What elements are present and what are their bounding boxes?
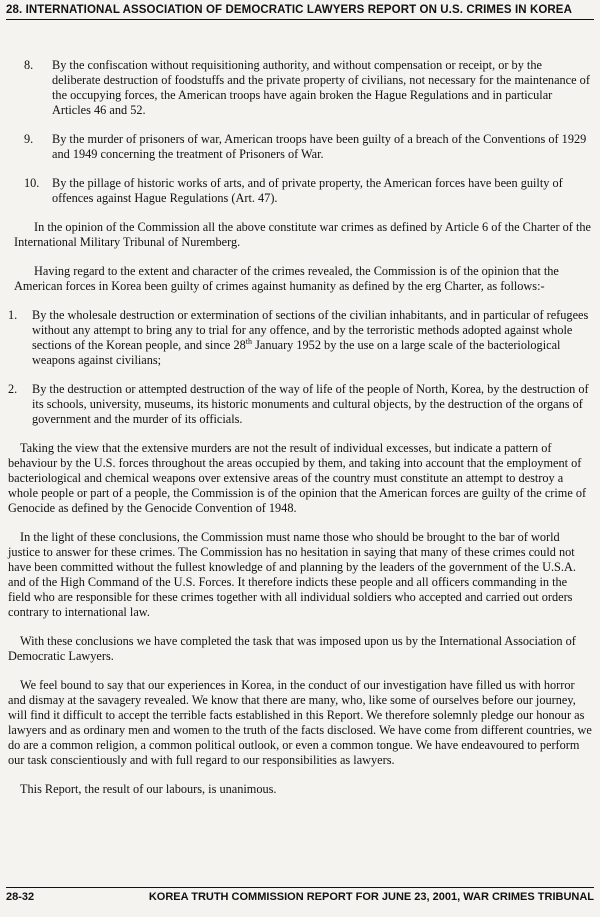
page-number: 28-32 — [6, 891, 35, 903]
item-number: 2. — [8, 382, 18, 396]
paragraph-in-light: In the light of these conclusions, the Commission must name those who should be brought to the bar of world justice to answer for these crimes. The Commission has no hesitation in saying that many of these crimes could not have been committed without the fullest knowledge of and planning by the leaders of the government of the U.S.A. and of the High Command of the U.S. Forces. It therefore indicts these people and all officers commanding in the field who are responsible for these crimes together with all individual soldiers who accepted and carried out orders contrary to international law. — [8, 530, 576, 619]
paragraph-taking-view: Taking the view that the extensive murders are not the result of individual excesses, but indicate a pattern of behaviour by the U.S. forces throughout the areas occupied by them, and taking into account that the employment of bacteriological and chemical weapons over extensive areas of the country must constitute an attempt to destroy a whole people or part of a people, the Commission is of the opinion that the American forces are guilty of the crime of Genocide as defined by the Genocide Convention of 1948. — [8, 441, 587, 515]
list-item — [8, 132, 592, 162]
list-item — [8, 382, 592, 427]
paragraph-we-feel: We feel bound to say that our experiences in Korea, in the conduct of our investigation have filled us with horror and dismay at the savagery revealed. We know that there are many, who, like some of ourselves before our journey, will find it difficult to accept the terrible facts established in this Report. We therefore solemnly pledge our honour as lawyers and as ordinary men and women to the truth of the facts disclosed. We have come from different countries, we do are a common religion, a common political outlook, or even a common tongue. We have endeavoured to perform our task conscientiously and with full regard to our responsibilities as lawyers. — [8, 678, 592, 767]
list-item — [8, 58, 592, 118]
paragraph-having-regard: Having regard to the extent and character of the crimes revealed, the Commission is of the opinion that the American forces in Korea been guilty of crimes against humanity as defined by the erg Charter, as follows:- — [14, 264, 559, 293]
item-text: By the destruction or attempted destruction of the way of life of the people of North, Korea, by the destruction of its schools, university, museums, its historic monuments and cultural objects, by the destruction of the organs of government and the murder of its officials. — [32, 382, 589, 426]
footer-title: KOREA TRUTH COMMISSION REPORT FOR JUNE 23, 2001, WAR CRIMES TRIBUNAL — [148, 891, 594, 903]
item-number: 1. — [8, 308, 18, 322]
running-header: 28. INTERNATIONAL ASSOCIATION OF DEMOCRATIC LAWYERS REPORT ON U.S. CRIMES IN KOREA — [6, 4, 594, 20]
item-text: By the murder of prisoners of war, American troops have been guilty of a breach of the Conventions of 1929 and 1949 concerning the treatment of Prisoners of War. — [52, 132, 587, 161]
running-footer — [6, 887, 594, 903]
item-number: 10. — [24, 176, 40, 190]
paragraph-opinion: In the opinion of the Commission all the above constitute war crimes as defined by Article 6 of the Charter of the International Military Tribunal of Nuremberg. — [14, 220, 591, 249]
list-item — [8, 176, 592, 206]
paragraph-with-conclusions: With these conclusions we have completed the task that was imposed upon us by the International Association of Democratic Lawyers. — [8, 634, 576, 663]
paragraph-final: This Report, the result of our labours, is unanimous. — [20, 782, 277, 796]
list-item — [8, 308, 592, 368]
item-text: By the wholesale destruction or extermination of sections of the civilian inhabitants, and in particular of refugees without any attempt to bring any to trial for any offence, and by the terroristic methods adopted against whole sections of the Korean people, and since 28th January 1952 by the use on a large scale of the bacteriological weapons against civilians; — [32, 308, 589, 367]
item-text: By the pillage of historic works of arts, and of private property, the American forces have been guilty of offences against Hague Regulations (Art. 47). — [52, 176, 563, 205]
document-body — [8, 58, 592, 811]
item-text: By the confiscation without requisitioning authority, and without compensation or receipt, or by the deliberate destruction of foodstuffs and the private property of civilians, not necessary for the maintenance of the occupying forces, the American troops have again broken the Hague Regulations and in particular Articles 46 and 52. — [52, 58, 590, 117]
item-number: 9. — [24, 132, 34, 146]
item-number: 8. — [24, 58, 34, 72]
